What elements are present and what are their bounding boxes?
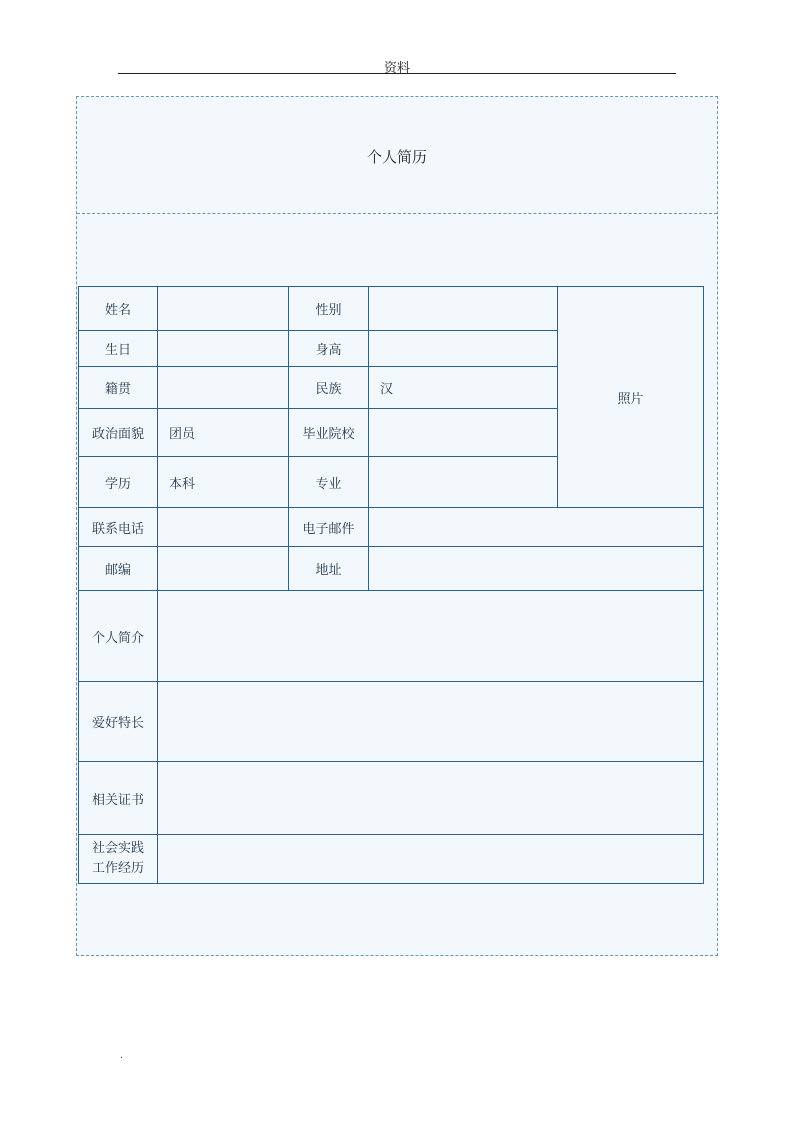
title-band — [77, 97, 717, 214]
postcode-field[interactable] — [158, 547, 289, 591]
school-label: 毕业院校 — [289, 409, 369, 457]
height-label: 身高 — [289, 331, 369, 367]
birthday-label: 生日 — [79, 331, 158, 367]
footer-mark: . — [120, 1050, 124, 1061]
header-rule — [118, 73, 676, 74]
ethnicity-label: 民族 — [289, 367, 369, 409]
education-label: 学历 — [79, 457, 158, 508]
birthday-field[interactable] — [158, 331, 289, 367]
email-field[interactable] — [369, 508, 704, 547]
photo-cell[interactable]: 照片 — [558, 287, 704, 508]
political-status-label: 政治面貌 — [79, 409, 158, 457]
intro-label: 个人简介 — [79, 591, 158, 682]
email-label: 电子邮件 — [289, 508, 369, 547]
resume-table — [78, 286, 704, 884]
certificates-field[interactable] — [158, 762, 704, 835]
school-field[interactable] — [369, 409, 558, 457]
phone-field[interactable] — [158, 508, 289, 547]
certificates-label: 相关证书 — [79, 762, 158, 835]
practice-experience-label — [79, 835, 158, 884]
gender-field[interactable] — [369, 287, 558, 331]
name-field[interactable] — [158, 287, 289, 331]
ethnicity-field[interactable]: 汉 — [369, 367, 558, 409]
name-label: 姓名 — [79, 287, 158, 331]
address-field[interactable] — [369, 547, 704, 591]
practice-label-line1: 社会实践 — [91, 841, 144, 856]
hobbies-label: 爱好特长 — [79, 682, 158, 762]
education-field[interactable]: 本科 — [158, 457, 289, 508]
major-field[interactable] — [369, 457, 558, 508]
height-field[interactable] — [369, 331, 558, 367]
political-status-field[interactable]: 团员 — [158, 409, 289, 457]
practice-label-line2: 工作经历 — [91, 861, 144, 876]
intro-field[interactable] — [158, 591, 704, 682]
postcode-label: 邮编 — [79, 547, 158, 591]
phone-label: 联系电话 — [79, 508, 158, 547]
page-header: 资料 — [383, 61, 410, 76]
origin-label: 籍贯 — [79, 367, 158, 409]
gender-label: 性别 — [289, 287, 369, 331]
major-label: 专业 — [289, 457, 369, 508]
hobbies-field[interactable] — [158, 682, 704, 762]
origin-field[interactable] — [158, 367, 289, 409]
address-label: 地址 — [289, 547, 369, 591]
practice-experience-field[interactable] — [158, 835, 704, 884]
resume-title: 个人简历 — [366, 148, 427, 166]
